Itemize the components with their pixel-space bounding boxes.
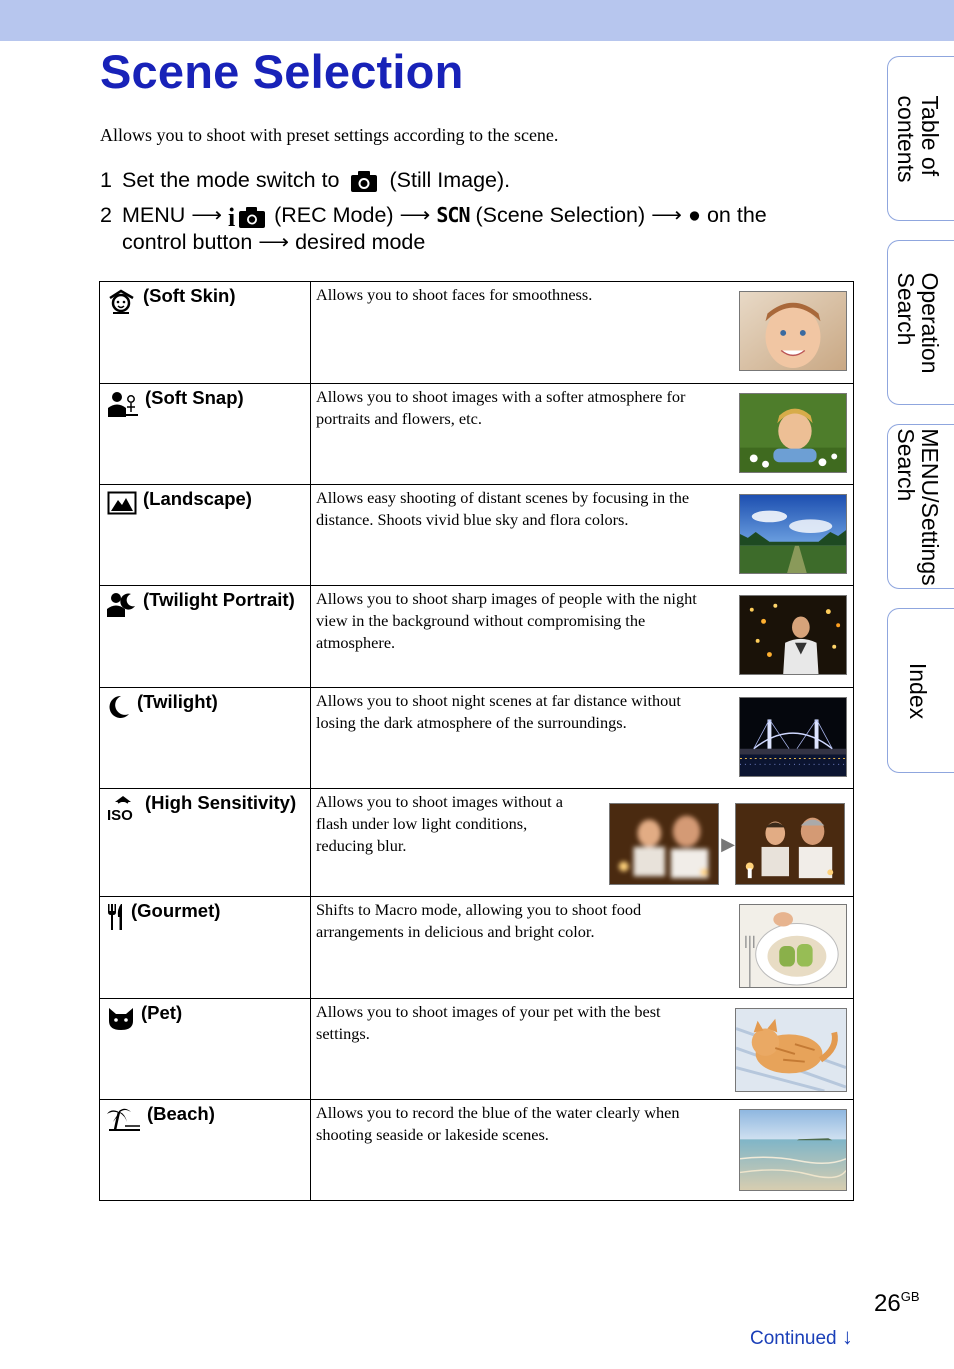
pet-icon (107, 1005, 135, 1031)
scene-name: (Soft Skin) (143, 285, 236, 306)
scene-description: Allows you to shoot night scenes at far distance without losing the dark atmosphere of the surroundings. (316, 691, 681, 732)
scene-name-cell (100, 789, 311, 897)
scene-desc-cell (311, 586, 854, 688)
high-sensitivity-before-photo (609, 803, 719, 885)
table-row (100, 384, 854, 485)
tab-label: MENU/Settings Search (892, 427, 943, 586)
beach-sample-photo (739, 1109, 847, 1191)
gourmet-sample-photo (739, 904, 847, 988)
scene-desc-cell (311, 688, 854, 789)
on-the-label: on the (706, 203, 767, 227)
arrow-right-icon: ⟶ (399, 203, 431, 227)
center-button-dot-icon: ● (687, 203, 701, 227)
scene-description: Allows you to shoot images of your pet with the best settings. (316, 1002, 661, 1043)
table-row (100, 897, 854, 999)
step-1-number: 1 (100, 168, 112, 192)
tab-operation-search[interactable] (887, 240, 954, 405)
scene-description: Allows you to shoot images with a softer atmosphere for portraits and flowers, etc. (316, 387, 686, 428)
table-row (100, 485, 854, 586)
step-1 (100, 165, 510, 195)
intelligent-auto-camera-icon (228, 203, 268, 229)
pet-sample-photo (735, 1008, 847, 1092)
intro-text: Allows you to shoot with preset settings according to the scene. (100, 125, 559, 145)
scene-desc-cell (311, 485, 854, 586)
page-number (874, 1289, 920, 1318)
scene-name-cell (100, 282, 311, 384)
soft-skin-sample-photo (739, 291, 847, 371)
scene-name: (Twilight Portrait) (143, 589, 295, 610)
table-row (100, 1100, 854, 1201)
step-1-text-b: (Still Image). (389, 168, 511, 192)
step-2-line-2 (122, 230, 425, 255)
scene-description: Allows you to shoot sharp images of people with the night view in the background without compromising the atmosphere. (316, 589, 697, 652)
page-title: Scene Selection (100, 45, 464, 98)
high-sensitivity-after-photo (735, 803, 845, 885)
high-sensitivity-icon (107, 795, 139, 821)
scene-name-cell (100, 1100, 311, 1201)
scene-selection-label: (Scene Selection) (475, 203, 646, 227)
table-row (100, 789, 854, 897)
scene-table (99, 281, 854, 1201)
scene-name: (Twilight) (137, 691, 218, 712)
scene-description: Allows you to record the blue of the water clearly when shooting seaside or lakeside scenes. (316, 1103, 680, 1144)
svg-text:ISO: ISO (107, 807, 133, 821)
scene-name-cell (100, 897, 311, 999)
scene-desc-cell (311, 1100, 854, 1201)
soft-skin-icon (107, 288, 137, 316)
scene-name-cell (100, 586, 311, 688)
scene-description: Allows easy shooting of distant scenes by focusing in the distance. Shoots vivid blue sky and flora colors. (316, 488, 690, 529)
scene-name-cell (100, 485, 311, 586)
scene-name: (Beach) (147, 1103, 215, 1124)
twilight-sample-photo (739, 697, 847, 777)
tab-index[interactable] (887, 608, 954, 773)
scene-name: (Pet) (141, 1002, 183, 1023)
arrow-right-icon: ▶ (721, 834, 735, 854)
arrow-right-icon: ⟶ (651, 203, 682, 227)
twilight-portrait-sample-photo (739, 595, 847, 675)
scene-name: (High Sensitivity) (145, 792, 297, 813)
scene-name: (Landscape) (143, 488, 252, 509)
tab-label: Operation Search (892, 271, 943, 374)
page-number-value: 26 (874, 1290, 901, 1317)
scene-name-cell (100, 999, 311, 1100)
continued-label: Continued (750, 1328, 837, 1349)
top-color-bar (0, 0, 954, 41)
tab-label: Index (904, 662, 931, 719)
control-button-label: control button (122, 230, 253, 254)
still-image-camera-icon (349, 169, 379, 193)
scene-description: Allows you to shoot images without a flash under low light conditions, reducing blur. (316, 792, 563, 855)
scene-name-cell (100, 384, 311, 485)
scene-desc-cell (311, 999, 854, 1100)
step-2-number: 2 (100, 203, 112, 227)
step-1-text-a: Set the mode switch to (122, 168, 340, 192)
menu-label: MENU (122, 203, 186, 227)
soft-snap-sample-photo (739, 393, 847, 473)
table-row (100, 688, 854, 789)
twilight-icon (107, 694, 131, 720)
rec-mode-label: (REC Mode) (274, 203, 394, 227)
scn-icon: SCN (436, 203, 470, 227)
landscape-icon (107, 491, 137, 515)
continued-link[interactable] (750, 1324, 853, 1350)
scene-desc-cell (311, 789, 854, 897)
page-number-suffix: GB (900, 1289, 920, 1304)
arrow-right-icon: ⟶ (191, 203, 223, 227)
beach-icon (107, 1106, 141, 1132)
scene-name-cell (100, 688, 311, 789)
scene-description: Allows you to shoot faces for smoothness. (316, 285, 593, 304)
table-row (100, 586, 854, 688)
scene-name: (Gourmet) (131, 900, 221, 921)
gourmet-icon (107, 903, 125, 931)
arrow-down-icon: ↓ (841, 1324, 853, 1349)
table-row (100, 282, 854, 384)
tab-menu-settings-search[interactable] (887, 424, 954, 589)
step-2 (100, 200, 767, 230)
scene-name: (Soft Snap) (145, 387, 244, 408)
scene-desc-cell (311, 384, 854, 485)
scene-description: Shifts to Macro mode, allowing you to shoot food arrangements in delicious and bright color. (316, 900, 642, 941)
tab-label: Table of contents (892, 95, 943, 182)
landscape-sample-photo (739, 494, 847, 574)
desired-mode-label: desired mode (295, 230, 426, 254)
scene-desc-cell (311, 282, 854, 384)
arrow-right-icon: ⟶ (258, 230, 290, 254)
svg-text:i: i (228, 203, 236, 230)
twilight-portrait-icon (107, 592, 137, 618)
scene-desc-cell (311, 897, 854, 999)
soft-snap-icon (107, 390, 139, 418)
tab-table-of-contents[interactable] (887, 56, 954, 221)
table-row (100, 999, 854, 1100)
